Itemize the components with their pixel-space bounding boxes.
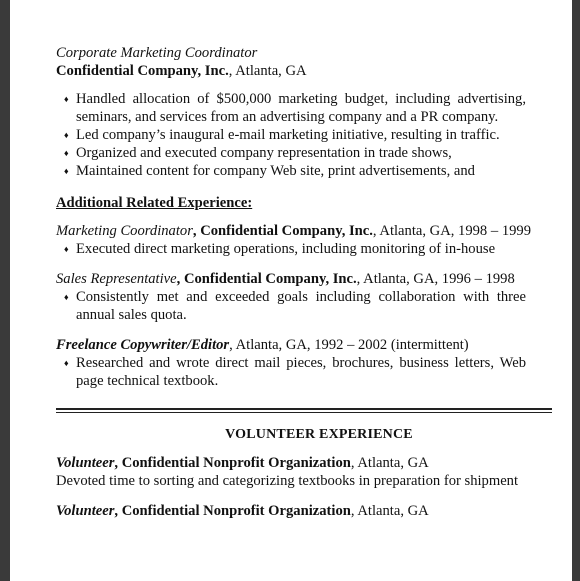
list-item — [56, 354, 526, 390]
volunteer-org: , Confidential Nonprofit Organization — [114, 455, 351, 471]
bullet-text: ♦ Maintained content for company Web site, print advertisements, and — [76, 163, 475, 179]
bullet-text: ♦ Led company’s inaugural e-mail marketing initiative, resulting in traffic. — [76, 127, 500, 143]
volunteer-entry — [56, 454, 572, 490]
role-header — [56, 336, 572, 354]
additional-experience-heading: Additional Related Experience: — [56, 195, 253, 211]
role-entry — [56, 222, 572, 258]
volunteer-title: Volunteer — [56, 455, 115, 471]
list-item — [56, 240, 526, 258]
volunteer-org: , Confidential Nonprofit Organization — [114, 503, 351, 519]
volunteer-location: , Atlanta, GA — [350, 455, 429, 471]
role-details: , Atlanta, GA, 1998 – 1999 — [372, 223, 532, 239]
role-title: Marketing Coordinator — [56, 223, 193, 239]
list-item — [56, 126, 526, 144]
section-divider — [56, 408, 552, 413]
volunteer-heading: VOLUNTEER EXPERIENCE — [225, 427, 413, 442]
role-title: Sales Representative — [56, 271, 177, 287]
job-company-line — [56, 62, 572, 80]
role-company: , Confidential Company, Inc. — [176, 271, 357, 287]
volunteer-entry — [56, 502, 572, 520]
volunteer-desc: Devoted time to sorting and categorizing textbooks in preparation for shipment — [56, 473, 519, 489]
job-title: Corporate Marketing Coordinator — [56, 45, 258, 61]
volunteer-header — [56, 454, 572, 472]
role-entry — [56, 336, 572, 390]
list-item — [56, 288, 526, 324]
role-company: , Confidential Company, Inc. — [192, 223, 373, 239]
role-details: , Atlanta, GA, 1992 – 2002 (intermittent) — [229, 337, 469, 353]
role-header — [56, 222, 572, 240]
bullet-text: ♦ Handled allocation of $500,000 marketing budget, including advertising, seminars, and services from an advertising company and a PR company. — [76, 91, 526, 125]
role-bullet-list — [56, 288, 526, 324]
job-bullet-list — [56, 90, 526, 180]
bullet-text: ♦ Researched and wrote direct mail pieces, brochures, business letters, Web page technical textbook. — [76, 355, 526, 389]
job-location: , Atlanta, GA — [228, 63, 307, 79]
resume-page — [10, 0, 572, 581]
job-company: Confidential Company, Inc. — [56, 63, 229, 79]
list-item — [56, 144, 526, 162]
volunteer-header — [56, 502, 572, 520]
role-details: , Atlanta, GA, 1996 – 1998 — [356, 271, 515, 287]
role-bullet-list — [56, 354, 526, 390]
volunteer-location: , Atlanta, GA — [350, 503, 429, 519]
role-entry — [56, 270, 572, 324]
bullet-text: ♦ Consistently met and exceeded goals including collaboration with three annual sales quota. — [76, 289, 526, 323]
role-title: Freelance Copywriter/Editor — [56, 337, 230, 353]
list-item — [56, 90, 526, 126]
bullet-text: ♦ Organized and executed company representation in trade shows, — [76, 145, 452, 161]
bullet-text: ♦ Executed direct marketing operations, including monitoring of in-house — [76, 241, 496, 257]
list-item — [56, 162, 526, 180]
role-header — [56, 270, 572, 288]
role-bullet-list — [56, 240, 526, 258]
volunteer-title: Volunteer — [56, 503, 115, 519]
